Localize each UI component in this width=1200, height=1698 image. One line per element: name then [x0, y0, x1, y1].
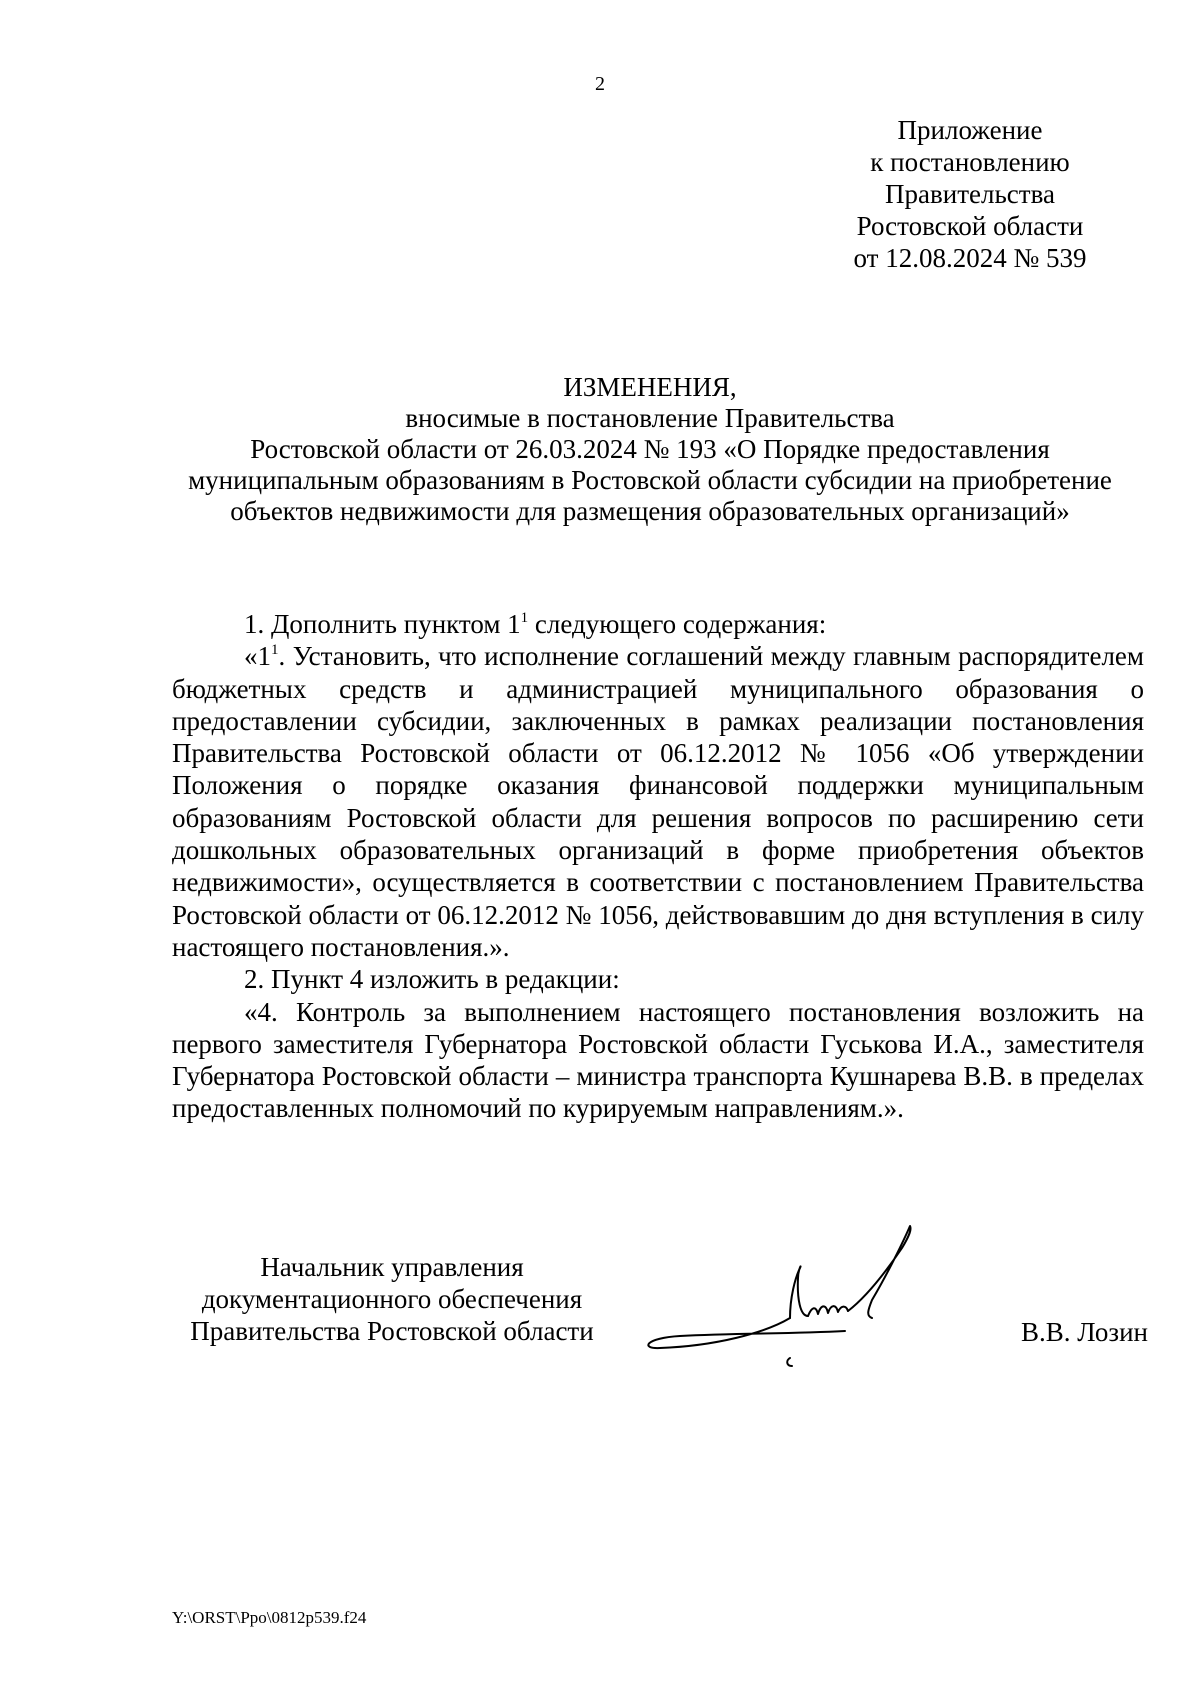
- paragraph-1: [172, 608, 1144, 640]
- superscript: 1: [271, 642, 279, 659]
- title-line: вносимые в постановление Правительства: [405, 403, 895, 433]
- document-title: [150, 372, 1150, 527]
- position-line: Правительства Ростовской области: [190, 1316, 594, 1346]
- title-line: муниципальным образованиям в Ростовской области субсидии на приобретение: [188, 465, 1112, 495]
- paragraph-2: [172, 640, 1144, 963]
- superscript: 1: [520, 610, 529, 626]
- annex-line: к постановлению: [870, 147, 1070, 177]
- paragraph-text: следующего содержания:: [528, 609, 827, 639]
- paragraph-3: 2. Пункт 4 изложить в редакции:: [244, 964, 620, 995]
- annex-line: Правительства: [885, 179, 1055, 209]
- annex-line: Ростовской области: [856, 211, 1084, 241]
- annex-line: от 12.08.2024 № 539: [853, 243, 1087, 273]
- position-line: документационного обеспечения: [201, 1284, 583, 1314]
- position-line: Начальник управления: [260, 1252, 524, 1282]
- title-line: объектов недвижимости для размещения образовательных организаций»: [230, 496, 1070, 526]
- title-heading: ИЗМЕНЕНИЯ,: [563, 372, 737, 402]
- page-number: 2: [595, 73, 605, 95]
- signatory-position: [172, 1251, 612, 1347]
- title-line: Ростовской области от 26.03.2024 № 193 «О Порядке предоставления: [250, 434, 1050, 464]
- file-path: Y:\ORST\Ppo\0812p539.f24: [172, 1608, 367, 1627]
- paragraph-text: . Установить, что исполнение соглашений между главным распорядителем бюджетных средств и администрацией муниципального образования о предоставлении субсидии, заключенных в рамках реализации постановления Правительства Ростовской области от 06.12.2012 № 1056 «Об утверждении Положения о порядке оказания финансовой поддержки муниципальным образованиям Ростовской области для решения вопросов по расширению сети дошкольных образовательных организаций в форме приобретения объектов недвижимости», осуществляется в соответствии с постановлением Правительства Ростовской области от 06.12.2012 № 1056, действовавшим до дня вступления в силу настоящего постановления.».: [172, 641, 1144, 962]
- handwritten-signature: [640, 1218, 980, 1378]
- paragraph-text: «1: [244, 641, 271, 672]
- document-body: [172, 608, 1144, 1125]
- signatory-name: В.В. Лозин: [1021, 1317, 1148, 1347]
- paragraph-text: 1. Дополнить пунктом 1: [244, 609, 521, 639]
- annex-block: [800, 114, 1140, 274]
- annex-line: Приложение: [897, 115, 1043, 145]
- paragraph-4: «4. Контроль за выполнением настоящего постановления возложить на первого заместителя Губернатора Ростовской области Гуськова И.А., заместителя Губернатора Ростовской области – министра транспорта Кушнарева В.В. в пределах предоставленных полномочий по курируемым направлениям.».: [172, 996, 1144, 1124]
